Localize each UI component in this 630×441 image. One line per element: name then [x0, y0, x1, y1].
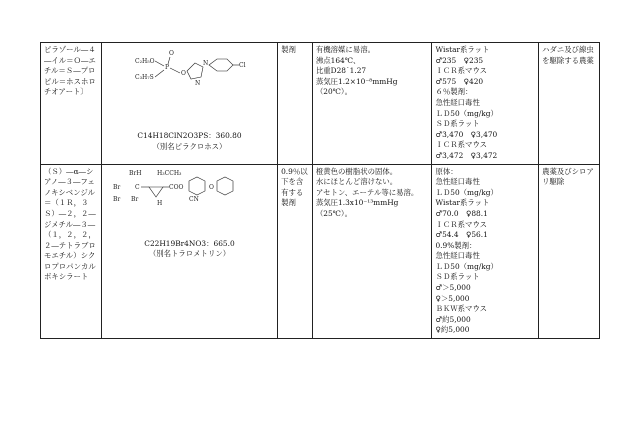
- structure-diagram-pyraclofos: [105, 45, 274, 129]
- toxicity-line: ♂54.4 ♀56.1: [435, 230, 488, 240]
- toxicity-line: ♂約5,000: [435, 314, 471, 324]
- struct-label: O: [168, 50, 174, 57]
- property-line: 水にほとんど溶けない。: [315, 177, 398, 187]
- struct-label: O: [180, 70, 186, 77]
- common-name: （別名トラロメトリン）: [148, 249, 231, 259]
- struct-label: BrH: [128, 169, 142, 177]
- form-cell: 製剤: [278, 43, 313, 165]
- struct-label: Cl: [238, 62, 246, 69]
- toxicity-line: ６％製剤：: [435, 87, 473, 97]
- toxicity-line: ＳＤ系ラット: [435, 272, 480, 282]
- toxicity-line: 原体：: [435, 166, 458, 176]
- use-cell: 農薬及びシロアリ駆除: [539, 164, 600, 339]
- toxicity-line: 急性経口毒性: [435, 97, 480, 107]
- struct-label: H₃CCH₃: [156, 169, 182, 177]
- structure-cell: [101, 43, 277, 165]
- struct-label: Br: [112, 183, 121, 191]
- struct-label: N: [202, 60, 209, 67]
- struct-label: O: [208, 183, 214, 191]
- struct-label: P: [164, 64, 169, 71]
- use-cell: ハダニ及び線虫を駆除する農薬: [539, 43, 600, 165]
- form-cell: 0.9％以下を含有する製剤: [278, 164, 313, 339]
- toxicity-line: ♂3,472 ♀3,472: [435, 150, 498, 160]
- struct-label: C₂H₅O: [134, 58, 155, 65]
- toxicity-line: ＩＣＲ系マウス: [435, 66, 487, 76]
- property-line: 蒸気圧1.2×10⁻⁸mmHg（20℃）。: [315, 76, 398, 97]
- property-line: 沸点164℃、: [315, 55, 361, 65]
- toxicity-line: ＩＣＲ系マウス: [435, 219, 487, 229]
- toxicity-line: ＬＤ50（mg/kg）: [435, 108, 498, 118]
- toxicity-line: 0.9%製剤：: [435, 240, 477, 250]
- toxicity-line: ♂＞5,000: [435, 283, 471, 293]
- property-line: 比重D28˙1.27: [315, 66, 367, 76]
- structure-diagram-tralomethrin: [105, 167, 274, 237]
- toxicity-line: 急性経口毒性: [435, 177, 480, 187]
- toxicity-line: ♀約5,000: [435, 325, 470, 335]
- struct-label: Br: [130, 195, 139, 203]
- property-line: 蒸気圧1.3x10⁻¹³mmHg（25℃）。: [315, 198, 399, 218]
- common-name: （別名ピラクロホス）: [152, 141, 227, 151]
- toxicity-line: ♀＞5,000: [435, 293, 470, 303]
- struct-label: H: [156, 199, 163, 207]
- table-row: [41, 164, 600, 339]
- toxicity-line: ♂3,470 ♀3,470: [435, 129, 498, 139]
- property-line: 有機溶媒に易溶。: [315, 45, 375, 54]
- toxicity-line: ＩＣＲ系マウス: [435, 140, 487, 150]
- toxicity-line: ＳＤ系ラット: [435, 119, 480, 129]
- chemical-name-cell: （Ｓ）―α―シアノ―３―フェノキシベンジル＝（１Ｒ，３Ｓ）―２，２―ジメチル―３―（１，２，２，２―テトラブロモエチル）シクロプロパンカルボキシラート: [41, 164, 102, 339]
- toxicity-line: ♂235 ♀235: [435, 55, 484, 65]
- structure-cell: [101, 164, 277, 339]
- properties-cell: [312, 164, 432, 339]
- toxicity-line: ♂70.0 ♀88.1: [435, 208, 488, 218]
- struct-label: C₃H₇S: [134, 74, 154, 81]
- toxicity-line: ＢＫＷ系マウス: [435, 304, 487, 314]
- toxicity-line: ＬＤ50（mg/kg）: [435, 261, 498, 271]
- struct-label: C: [134, 183, 140, 191]
- properties-cell: [312, 43, 432, 165]
- property-line: 橙黄色の樹脂状の固体。: [315, 166, 398, 176]
- struct-label: N: [194, 80, 201, 87]
- toxicity-line: Wistar系ラット: [435, 45, 490, 54]
- property-line: アセトン、エーテル等に易溶。: [315, 187, 419, 197]
- toxicity-cell: [432, 43, 539, 165]
- toxicity-line: Wistar系ラット: [435, 198, 490, 208]
- toxicity-line: 急性経口毒性: [435, 251, 480, 261]
- struct-label: Br: [112, 195, 121, 203]
- struct-label: COO: [168, 183, 184, 191]
- molecular-formula: C14H18ClN2O3PS：360.80: [137, 131, 242, 140]
- chemical-name-cell: ピラゾール―４―イル＝Ｏ―エチル＝Ｓ―プロピル＝ホスホロチオアート〕: [41, 43, 102, 165]
- toxicity-line: ♂575 ♀420: [435, 76, 484, 86]
- toxicity-line: ＬＤ50（mg/kg）: [435, 187, 498, 197]
- toxicity-cell: [432, 164, 539, 339]
- table-row: [41, 43, 600, 165]
- molecular-formula: C22H19Br4NO3：665.0: [144, 238, 235, 248]
- chemical-table: [40, 42, 600, 339]
- struct-label: CN: [188, 195, 199, 203]
